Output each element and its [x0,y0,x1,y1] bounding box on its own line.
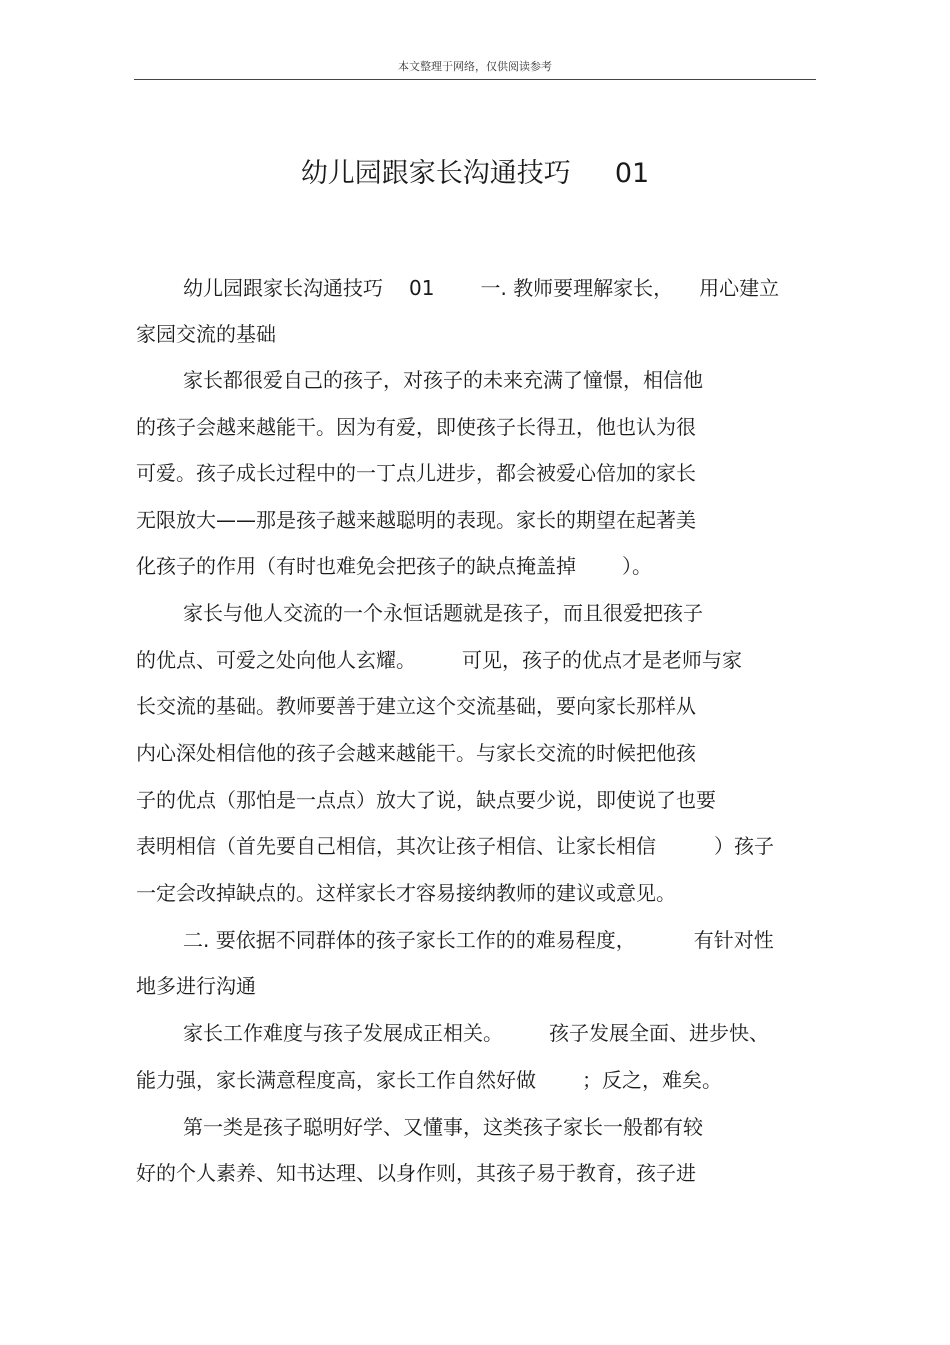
paragraph-line: 长交流的基础。教师要善于建立这个交流基础，要向家长那样从 [136,694,696,718]
line-text: 一. 教师要理解家长， [480,276,674,300]
line-text: ）。 [622,554,652,578]
paragraph-line [136,644,742,676]
line-text: ）孩子 [714,834,774,858]
line-text: 二. 要依据不同群体的孩子家长工作的的难易程度， [183,928,636,952]
line-text: 用心建立 [699,276,780,300]
line-text: ；反之，难矣。 [582,1068,722,1092]
paragraph-line: 的孩子会越来越能干。因为有爱，即使孩子长得丑，他也认为很 [136,415,696,439]
paragraph-line [136,830,774,862]
title-text: 幼儿园跟家长沟通技巧 [300,158,571,189]
paragraph-line [183,924,774,956]
paragraph-line: 好的个人素养、知书达理、以身作则，其孩子易于教育，孩子进 [136,1161,696,1185]
header-divider [134,79,816,80]
line-text: 幼儿园跟家长沟通技巧 [183,276,383,300]
paragraph-line [136,550,652,582]
paragraph-line: 一定会改掉缺点的。这样家长才容易接纳教师的建议或意见。 [136,881,676,905]
paragraph-line: 无限放大——那是孩子越来越聪明的表现。家长的期望在起著美 [136,508,696,532]
paragraph-line: 家长都很爱自己的孩子，对孩子的未来充满了憧憬，相信他 [183,368,703,392]
paragraph-line [136,1064,722,1096]
title-number: 01 [614,158,650,189]
paragraph-line: 内心深处相信他的孩子会越来越能干。与家长交流的时候把他孩 [136,741,696,765]
document-title [0,154,950,194]
line-text: 孩子发展全面、进步快、 [549,1021,769,1045]
paragraph-line: 家长与他人交流的一个永恒话题就是孩子，而且很爱把孩子 [183,601,703,625]
line-text: 表明相信（首先要自己相信，其次让孩子相信、让家长相信 [136,834,656,858]
line-text: 01 [409,276,435,300]
paragraph-line [183,1017,769,1049]
page-header-note: 本文整理于网络，仅供阅读参考 [398,60,552,73]
paragraph-line: 家园交流的基础 [136,322,276,346]
paragraph-line: 可爱。孩子成长过程中的一丁点儿进步，都会被爱心倍加的家长 [136,461,696,485]
line-text: 有针对性 [693,928,774,952]
paragraph-line: 第一类是孩子聪明好学、又懂事，这类孩子家长一般都有较 [183,1115,703,1139]
line-text: 家长工作难度与孩子发展成正相关。 [183,1021,503,1045]
paragraph-line: 子的优点（那怕是一点点）放大了说，缺点要少说，即使说了也要 [136,788,716,812]
line-text: 化孩子的作用（有时也难免会把孩子的缺点掩盖掉 [136,554,576,578]
line-text: 的优点、可爱之处向他人玄耀。 [136,648,416,672]
line-text: 能力强，家长满意程度高，家长工作自然好做 [136,1068,536,1092]
paragraph-line [183,272,779,304]
paragraph-line: 地多进行沟通 [136,974,256,998]
line-text: 可见，孩子的优点才是老师与家 [462,648,742,672]
